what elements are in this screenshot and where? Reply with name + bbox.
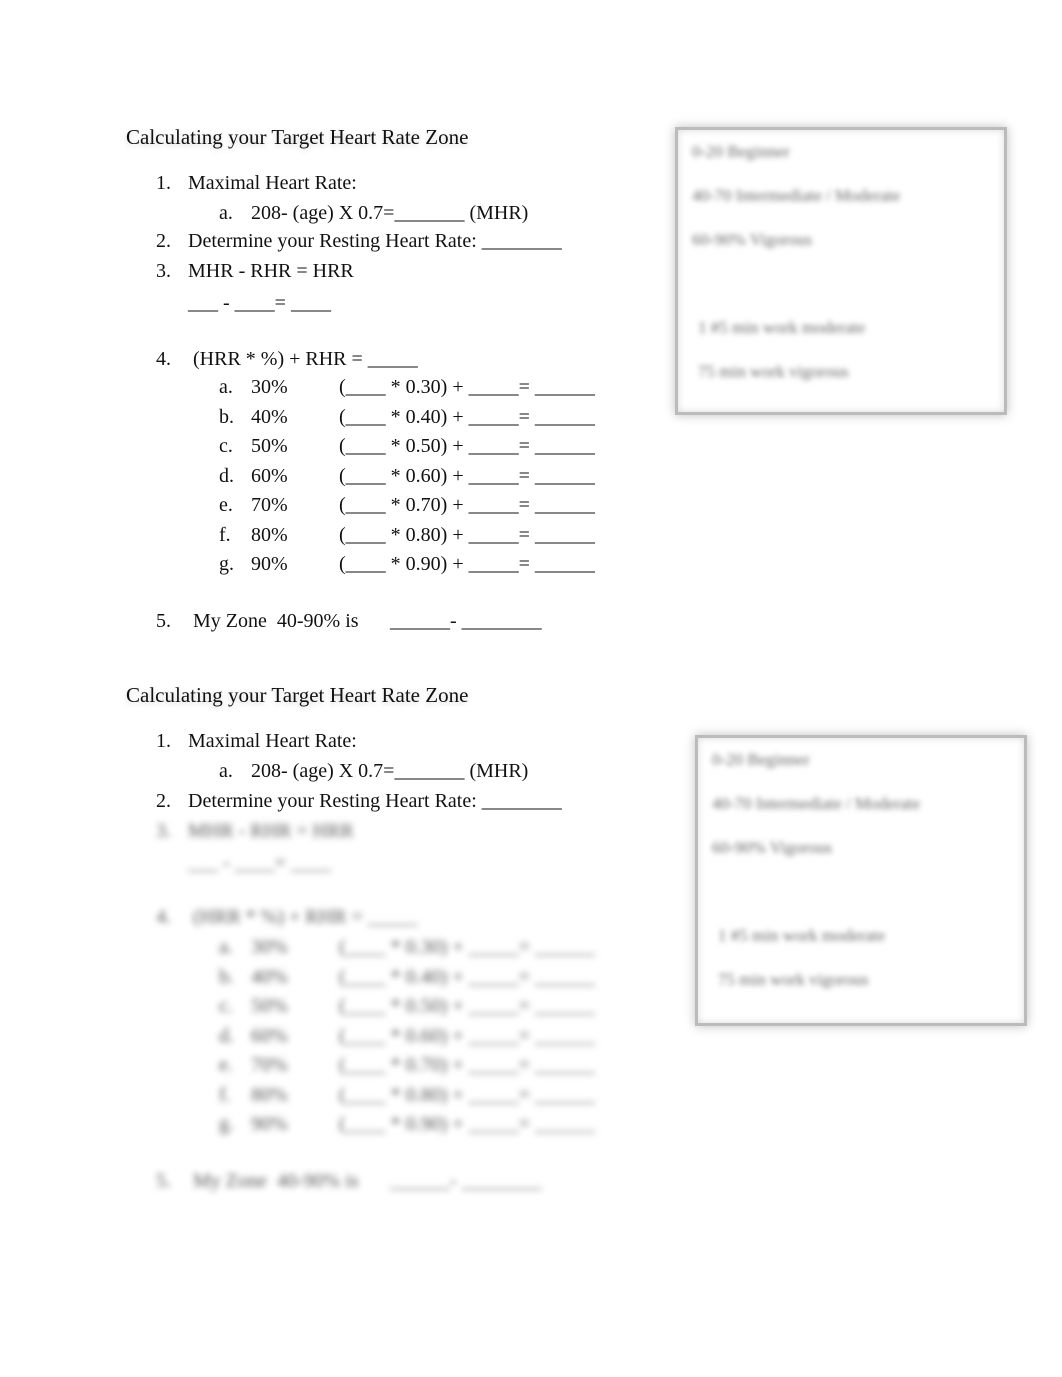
item5-text: My Zone 40-90% is xyxy=(193,1170,359,1192)
row-percent: 50% xyxy=(251,435,288,457)
item1a-text: 208- (age) X 0.7=_______ (MHR) xyxy=(251,760,529,782)
row-letter: f. xyxy=(219,523,231,546)
box-line: 60-90% Vigorous xyxy=(712,838,833,857)
row-letter: a. xyxy=(219,936,233,958)
item2-text: Determine your Resting Heart Rate: ________ xyxy=(188,790,562,812)
box-line: 1 #5 min work moderate xyxy=(718,926,886,945)
row-percent: 30% xyxy=(251,936,288,958)
item4-text: (HRR * %) + RHR = _____ xyxy=(193,906,418,928)
row-formula: (____ * 0.90) + _____= ______ xyxy=(339,1113,595,1135)
item1a-letter: a. xyxy=(219,202,233,224)
row-formula: (____ * 0.30) + _____= ______ xyxy=(339,936,595,958)
row-percent: 90% xyxy=(251,1113,288,1135)
section1-title: Calculating your Target Heart Rate Zone xyxy=(126,125,469,149)
row-formula: (____ * 0.60) + _____= ______ xyxy=(339,1024,595,1047)
row-letter: b. xyxy=(219,405,234,428)
item2-number: 2. xyxy=(156,230,171,252)
item1a-text: 208- (age) X 0.7=_______ (MHR) xyxy=(251,202,529,224)
row-percent: 60% xyxy=(251,464,288,487)
row-formula: (____ * 0.40) + _____= ______ xyxy=(339,405,595,428)
box-line: 60-90% Vigorous xyxy=(692,230,813,249)
row-formula: (____ * 0.70) + _____= ______ xyxy=(339,494,595,516)
item1a-letter: a. xyxy=(219,760,233,782)
item4-number: 4. xyxy=(156,348,171,370)
box-line: 75 min work vigorous xyxy=(718,970,869,989)
row-letter: d. xyxy=(219,464,234,487)
item2-text: Determine your Resting Heart Rate: ________ xyxy=(188,230,562,252)
row-formula: (____ * 0.90) + _____= ______ xyxy=(339,553,595,575)
box-line: 40-70 Intermediate / Moderate xyxy=(712,794,921,813)
row-percent: 90% xyxy=(251,553,288,575)
row-letter: g. xyxy=(219,553,234,575)
row-letter: g. xyxy=(219,1113,234,1135)
item1-number: 1. xyxy=(156,172,171,194)
item3-number: 3. xyxy=(156,820,171,842)
item5-blanks: ______- ________ xyxy=(390,1170,542,1192)
item4-text: (HRR * %) + RHR = _____ xyxy=(193,348,418,370)
item1-text: Maximal Heart Rate: xyxy=(188,172,357,194)
row-formula: (____ * 0.80) + _____= ______ xyxy=(339,1083,595,1106)
row-letter: d. xyxy=(219,1024,234,1047)
box-line: 0-20 Beginner xyxy=(692,142,790,161)
row-percent: 50% xyxy=(251,995,288,1017)
item5-number: 5. xyxy=(156,610,171,632)
row-percent: 40% xyxy=(251,405,288,428)
row-letter: c. xyxy=(219,435,233,457)
item1-text: Maximal Heart Rate: xyxy=(188,730,357,752)
row-percent: 30% xyxy=(251,376,288,398)
box-line: 40-70 Intermediate / Moderate xyxy=(692,186,901,205)
row-formula: (____ * 0.40) + _____= ______ xyxy=(339,965,595,988)
row-percent: 70% xyxy=(251,1054,288,1076)
box-line: 75 min work vigorous xyxy=(698,362,849,381)
item3-blanks: ___ - ____= ____ xyxy=(188,852,331,874)
row-percent: 40% xyxy=(251,965,288,988)
box-line: 1 #5 min work moderate xyxy=(698,318,866,337)
item5-blanks: ______- ________ xyxy=(390,610,542,632)
item3-blanks: ___ - ____= ____ xyxy=(188,292,331,314)
item5-text: My Zone 40-90% is xyxy=(193,610,359,632)
row-formula: (____ * 0.70) + _____= ______ xyxy=(339,1054,595,1076)
row-formula: (____ * 0.80) + _____= ______ xyxy=(339,523,595,546)
intensity-box xyxy=(675,127,1007,415)
row-letter: e. xyxy=(219,494,233,516)
row-letter: f. xyxy=(219,1083,231,1106)
item1-number: 1. xyxy=(156,730,171,752)
row-percent: 80% xyxy=(251,1083,288,1106)
section2-title: Calculating your Target Heart Rate Zone xyxy=(126,683,469,707)
item4-number: 4. xyxy=(156,906,171,928)
row-formula: (____ * 0.30) + _____= ______ xyxy=(339,376,595,398)
row-letter: b. xyxy=(219,965,234,988)
row-percent: 60% xyxy=(251,1024,288,1047)
item2-number: 2. xyxy=(156,790,171,812)
intensity-box xyxy=(695,735,1027,1026)
row-formula: (____ * 0.50) + _____= ______ xyxy=(339,995,595,1017)
row-percent: 70% xyxy=(251,494,288,516)
row-formula: (____ * 0.60) + _____= ______ xyxy=(339,464,595,487)
item3-text: MHR - RHR = HRR xyxy=(188,820,354,842)
item3-number: 3. xyxy=(156,260,171,282)
item3-text: MHR - RHR = HRR xyxy=(188,260,354,282)
row-letter: c. xyxy=(219,995,233,1017)
row-letter: a. xyxy=(219,376,233,398)
row-formula: (____ * 0.50) + _____= ______ xyxy=(339,435,595,457)
box-line: 0-20 Beginner xyxy=(712,750,810,769)
row-letter: e. xyxy=(219,1054,233,1076)
row-percent: 80% xyxy=(251,523,288,546)
item5-number: 5. xyxy=(156,1170,171,1192)
